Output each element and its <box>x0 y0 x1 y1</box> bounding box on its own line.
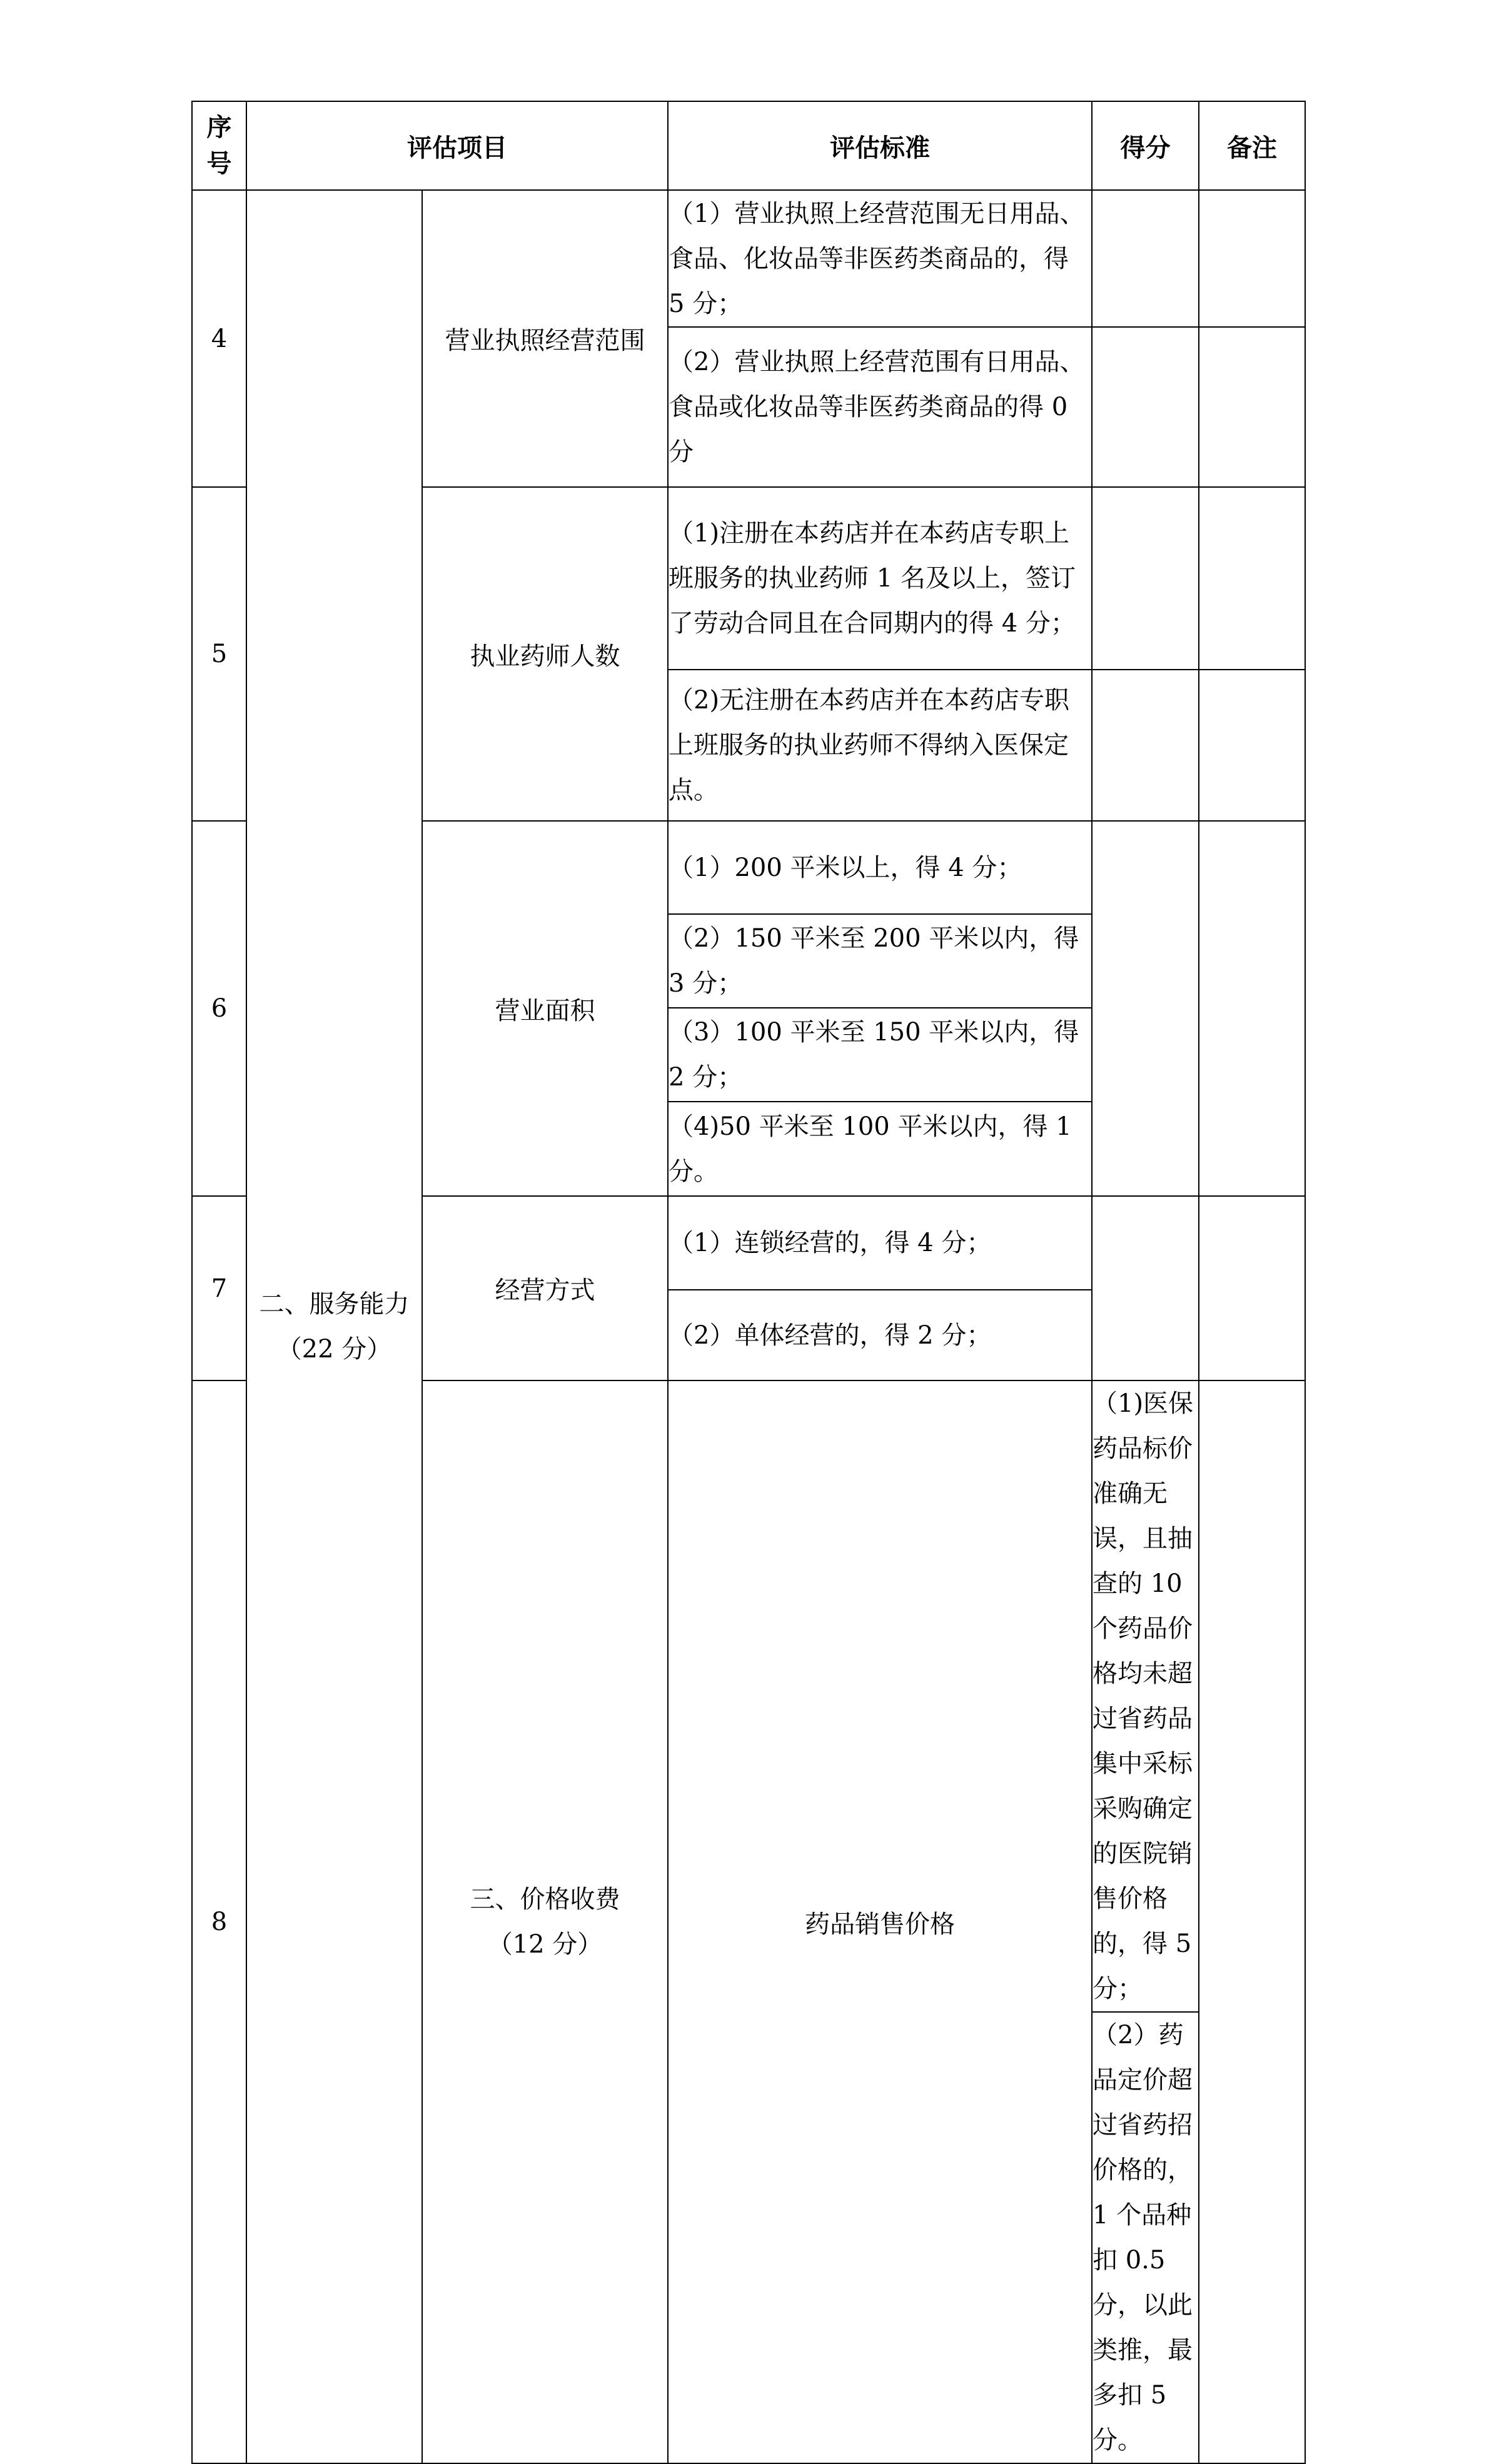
seq-cell: 8 <box>192 1380 246 2463</box>
seq-cell: 5 <box>192 487 246 821</box>
score-cell <box>1092 327 1199 487</box>
remark-cell <box>1199 487 1305 670</box>
remark-cell <box>1199 821 1305 1196</box>
criterion-cell: （1）连锁经营的，得 4 分； <box>668 1196 1092 1290</box>
seq-cell: 7 <box>192 1196 246 1380</box>
seq-cell: 6 <box>192 821 246 1196</box>
remark-cell <box>1199 327 1305 487</box>
score-cell <box>1092 821 1199 1196</box>
criterion-cell: （1）营业执照上经营范围无日用品、食品、化妆品等非医药类商品的，得 5 分； <box>668 190 1092 327</box>
remark-cell <box>1199 670 1305 821</box>
item-cell: 营业面积 <box>422 821 668 1196</box>
criterion-cell: （2）营业执照上经营范围有日用品、食品或化妆品等非医药类商品的得 0 分 <box>668 327 1092 487</box>
category-cell: 二、服务能力 （22 分） <box>246 190 422 2463</box>
score-cell <box>1092 190 1199 327</box>
header-row <box>192 101 1305 190</box>
criterion-cell: （2)无注册在本药店并在本药店专职上班服务的执业药师不得纳入医保定点。 <box>668 670 1092 821</box>
item-cell: 经营方式 <box>422 1196 668 1380</box>
criterion-cell: （1）200 平米以上，得 4 分； <box>668 821 1092 914</box>
item-cell: 药品销售价格 <box>668 1380 1092 2463</box>
evaluation-table <box>191 101 1306 2464</box>
header-remark: 备注 <box>1199 101 1305 190</box>
header-score: 得分 <box>1092 101 1199 190</box>
remark-cell <box>1199 190 1305 327</box>
item-cell: 执业药师人数 <box>422 487 668 821</box>
criterion-cell: （4)50 平米至 100 平米以内，得 1 分。 <box>668 1102 1092 1196</box>
remark-cell <box>1199 1196 1305 1380</box>
seq-cell: 4 <box>192 190 246 487</box>
score-cell <box>1092 1196 1199 1380</box>
category-cell: 三、价格收费 （12 分） <box>422 1380 668 2463</box>
header-item: 评估项目 <box>246 101 668 190</box>
score-cell <box>1092 670 1199 821</box>
header-seq: 序 号 <box>192 101 246 190</box>
item-cell: 营业执照经营范围 <box>422 190 668 487</box>
criterion-cell: （3）100 平米至 150 平米以内，得 2 分； <box>668 1008 1092 1102</box>
score-cell <box>1092 487 1199 670</box>
criterion-cell: （2）药品定价超过省药招价格的，1 个品种扣 0.5 分，以此类推，最多扣 5 分。 <box>1092 2012 1199 2463</box>
criterion-cell: （1)医保药品标价准确无误，且抽查的 10 个药品价格均未超过省药品集中采标采购确定的医院销售价格的，得 5 分； <box>1092 1380 1199 2012</box>
header-standard: 评估标准 <box>668 101 1092 190</box>
criterion-cell: （2）单体经营的，得 2 分； <box>668 1290 1092 1380</box>
criterion-cell: （1)注册在本药店并在本药店专职上班服务的执业药师 1 名及以上，签订了劳动合同且在合同期内的得 4 分； <box>668 487 1092 670</box>
score-cell <box>1199 1380 1305 2463</box>
table-row <box>192 190 1305 327</box>
criterion-cell: （2）150 平米至 200 平米以内，得 3 分； <box>668 914 1092 1008</box>
